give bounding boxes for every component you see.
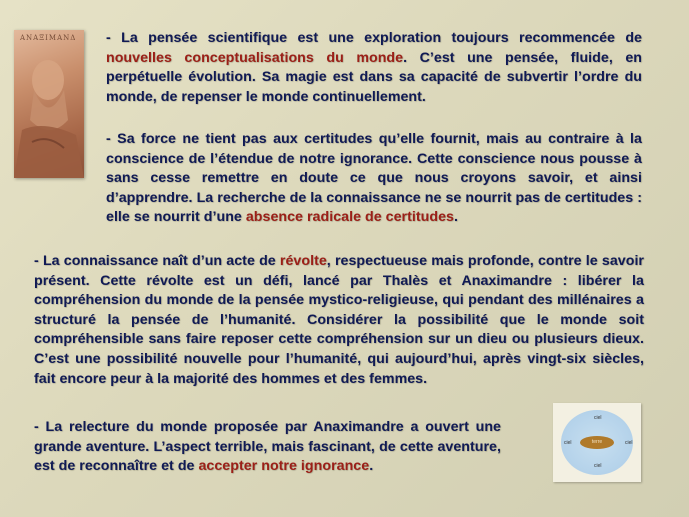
highlighted-phrase: nouvelles conceptualisations du monde [106,49,404,66]
text-segment: - La pensée scientifique est une exploration toujours recommencée de [106,30,642,46]
sky-label-bottom: ciel [594,463,602,469]
highlighted-phrase: accepter notre ignorance [198,458,370,475]
sky-label-right: ciel [625,440,633,446]
portrait-figure [14,30,84,178]
portrait-inscription: ΑΝΑΞΙΜΑΝΔ [20,34,77,42]
text-segment: . C’est une pensée, fluide, en perpétuelle évolution. Sa magie est dans sa capacité de subvertir l’ordre du monde, de repenser le monde continuellement. [106,49,642,105]
paragraph-scientific-thought [106,29,642,107]
anaximander-portrait-image [14,30,84,178]
text-segment: - La connaissance naît d’un acte de [34,253,280,269]
text-segment: . [453,209,458,226]
paragraph-knowledge-revolt [34,252,644,389]
highlighted-phrase: révolte [279,253,327,269]
sky-label-top: ciel [594,415,602,421]
earth-label: terre [580,436,614,449]
text-segment: . [369,458,374,475]
text-segment: - Sa force ne tient pas aux certitudes qu’elle fournit, mais au contraire à la conscience de l’étendue de notre ignorance. Cette conscience nous pousse à sans cesse remettre en doute ce que nous croyons savoir, et ainsi d’apprendre. La recherche de la connaissance ne se nourrit pas de certitudes : elle se nourrit d’une [106,131,642,226]
paragraph-strength-ignorance [106,130,642,228]
paragraph-anaximander-adventure [34,418,501,477]
anaximander-cosmos-diagram [553,403,641,482]
text-segment: - La relecture du monde proposée par Anaximandre a ouvert une grande aventure. L’aspect terrible, mais fascinant, de cette aventure, est de reconnaître et de [34,419,501,475]
sky-label-left: ciel [564,440,572,446]
highlighted-phrase: absence radicale de certitudes [245,209,454,226]
text-segment: , respectueuse mais profonde, contre le savoir présent. Cette révolte est un défi, lancé par Thalès et Anaximandre : libérer la compréhension du monde de la pensée mystico-religieuse, qui pendant des millénaires a structuré la pensée de l’humanité. Considérer la possibilité que le monde soit compréhensible sans faire reposer cette compréhension sur un dieu ou plusieurs dieux. C’est une possibilité nouvelle pour l’humanité, qui aujourd’hui, après vingt-six siècles, fait encore peur à la majorité des hommes et des femmes. [34,253,645,387]
